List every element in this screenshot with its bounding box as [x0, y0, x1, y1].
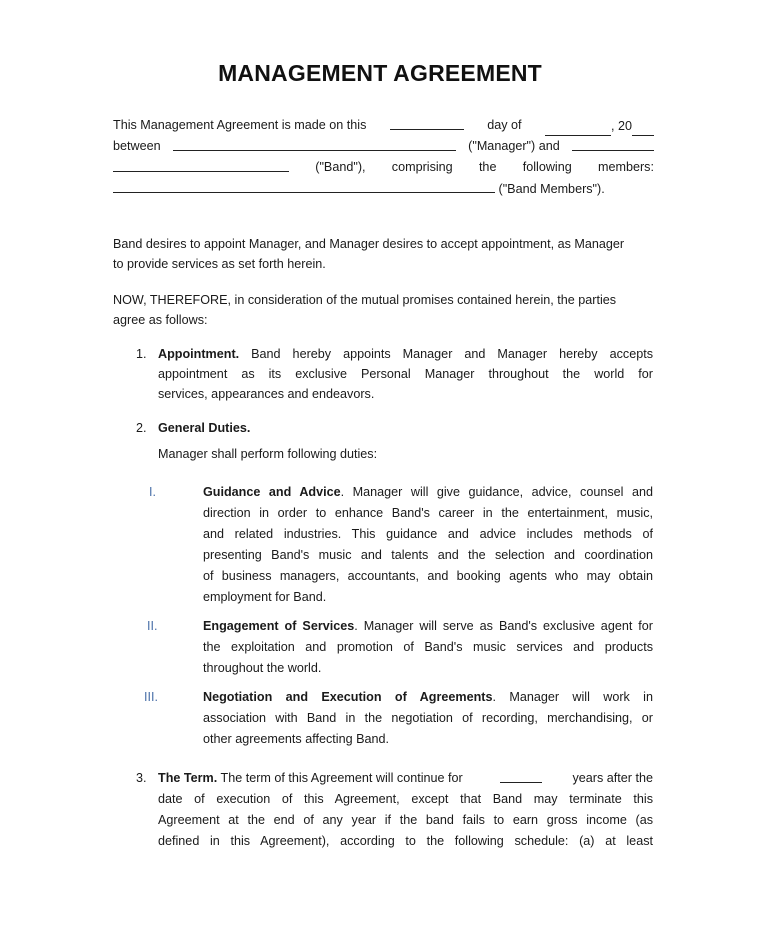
intro-line-1: This Management Agreement is made on this day of , 20 — [113, 115, 654, 136]
intro-paragraph — [113, 115, 654, 199]
section-3-body: The Term. The term of this Agreement will continue for years after the date of execution of this Agreement, except that Band may terminate this Agreement at the end of any year if the band fails to earn gross income (as defined in this Agreement), according to the following schedule: (a) at least — [158, 768, 653, 852]
subitem-engagement: Engagement of Services. Manager will serve as Band's exclusive agent for the exploitation and promotion of Band's music services and products throughout the world. — [203, 619, 654, 675]
manager-name-blank[interactable] — [173, 136, 456, 151]
subitem-2-numeral: II. — [147, 619, 158, 633]
subitem-1-numeral: I. — [149, 485, 156, 499]
date-month-blank[interactable] — [545, 121, 611, 136]
intro-line-3: ("Band"), comprising the following members: — [113, 157, 654, 178]
section-2-heading: General Duties. — [158, 421, 251, 435]
band-name-blank-start[interactable] — [572, 136, 654, 151]
section-1-heading: Appointment. — [158, 347, 240, 361]
section-2-number: 2. — [136, 421, 147, 435]
recital-paragraph: Band desires to appoint Manager, and Manager desires to accept appointment, as Manager to provide services as set forth herein. — [113, 237, 625, 271]
section-2-intro: Manager shall perform following duties: — [158, 447, 378, 461]
subitem-guidance: Guidance and Advice. Manager will give guidance, advice, counsel and direction in order to enhance Band's career in the entertainment, music, and related industries. This guidance and advice includes methods of presenting Band's music and talents and the selection and coordination of business managers, accountants, and booking agents who may obtain employment for Band. — [203, 485, 653, 604]
subitem-negotiation: Negotiation and Execution of Agreements. Manager will work in association with Band in the negotiation of recording, merchandising, or other agreements affecting Band. — [203, 690, 653, 746]
intro-line-2: between ("Manager") and — [113, 136, 654, 157]
section-1-body: Appointment. Band hereby appoints Manager and Manager hereby accepts appointment as its exclusive Personal Manager throughout the world for services, appearances and endeavors. — [158, 347, 653, 401]
intro-line-4: ("Band Members"). — [113, 178, 654, 199]
section-1-number: 1. — [136, 347, 147, 361]
document-title: MANAGEMENT AGREEMENT — [218, 60, 542, 86]
subitem-3-numeral: III. — [144, 690, 158, 704]
consideration-paragraph: NOW, THEREFORE, in consideration of the mutual promises contained herein, the parties agree as follows: — [113, 293, 617, 327]
date-day-blank[interactable] — [390, 115, 464, 130]
date-year-blank[interactable] — [632, 121, 654, 136]
section-3-number: 3. — [136, 771, 147, 785]
band-name-blank[interactable] — [113, 157, 289, 172]
term-years-blank[interactable] — [500, 768, 542, 783]
band-members-blank[interactable] — [113, 178, 495, 193]
section-3-heading: The Term. — [158, 771, 218, 785]
